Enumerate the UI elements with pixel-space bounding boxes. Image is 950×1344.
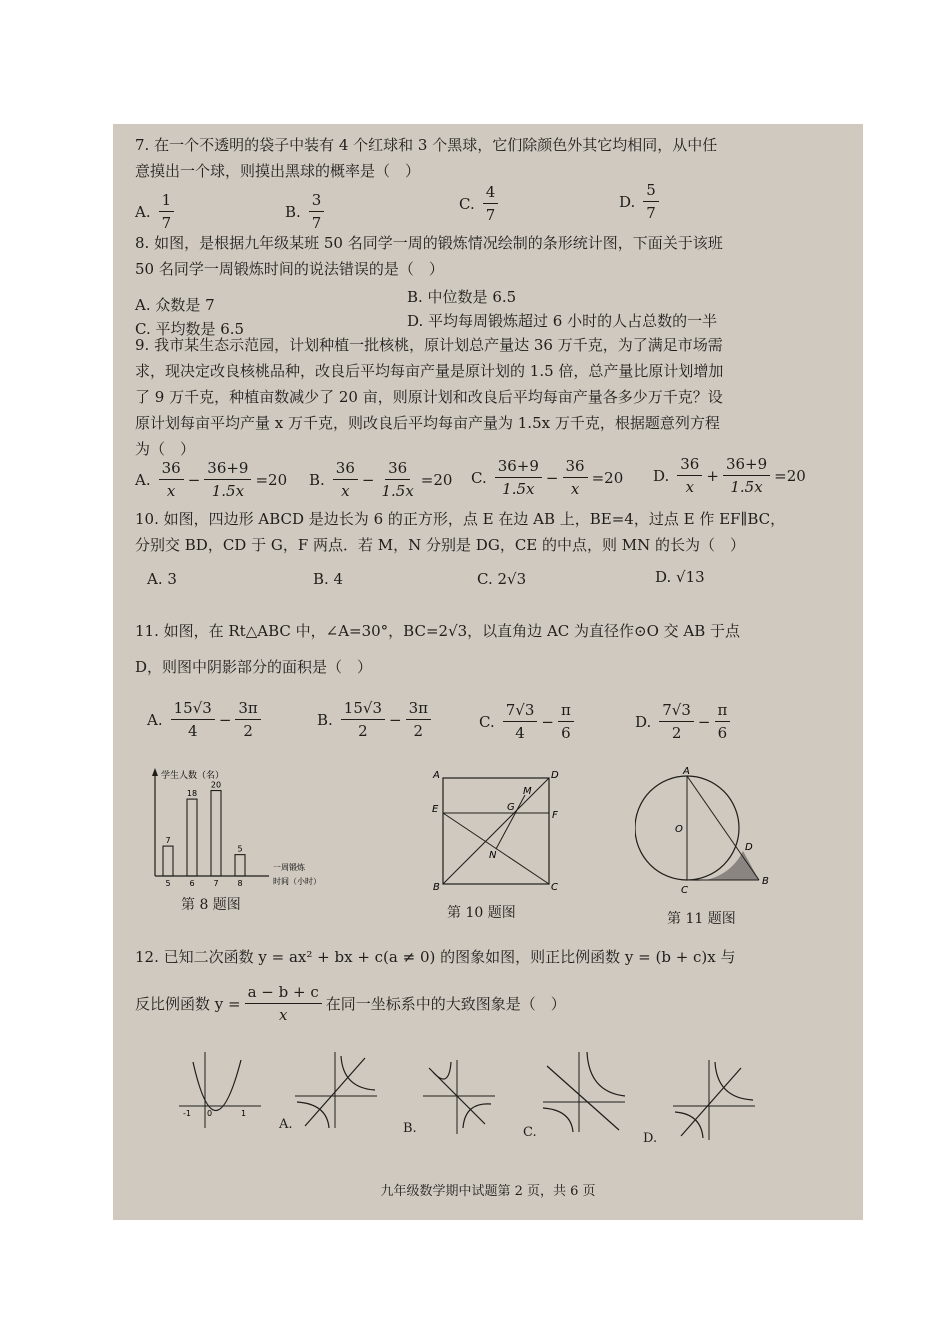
q12-line1: 12. 已知二次函数 y = ax² + bx + c(a ≠ 0) 的图象如图，则正比例函数 y = (b + c)x 与 (135, 948, 736, 966)
exam-sheet (113, 124, 863, 1220)
fig10-label-g: G (507, 802, 515, 813)
q12-option-c-label: C. (523, 1125, 537, 1140)
q10-option-d: D. √13 (655, 568, 705, 586)
fig8-bar-chart (139, 766, 339, 890)
fig10-label-b: B (433, 882, 440, 892)
fig10-caption: 第 10 题图 (447, 905, 516, 921)
q10-option-a: A. 3 (147, 570, 177, 588)
q8-option-b: B. 中位数是 6.5 (407, 288, 517, 306)
fig10-label-f: F (552, 810, 558, 821)
fig8-xlabel-2: 时间（小时） (273, 877, 321, 886)
fig8-y-arrow (152, 768, 158, 776)
fig10-label-e: E (432, 804, 439, 815)
fig10-label-n: N (489, 850, 497, 861)
q12-option-d-label: D. (643, 1131, 658, 1146)
q7-option-d: D. $\frac{5}{7}$ (619, 180, 659, 223)
q11-option-b: B. $\frac{15√3}{2}$ − $\frac{3\pi}{2}$ (317, 698, 431, 741)
fig8-bar-value-5: 7 (165, 836, 171, 846)
svg-text:1: 1 (241, 1109, 247, 1118)
fig10-label-a: A (433, 770, 440, 781)
q9-line4: 原计划每亩平均产量 x 万千克，则改良后平均每亩产量为 1.5x 万千克，根据题意列方程 (135, 414, 720, 432)
q9-line5: 为（ ） (135, 440, 196, 458)
fig8-bar-8 (235, 855, 245, 876)
q8-line1: 8. 如图，是根据九年级某班 50 名同学一周的锻炼情况绘制的条形统计图，下面关于该班 (135, 234, 723, 252)
q12-option-c-graph (539, 1050, 629, 1134)
fig11-label-d: D (745, 842, 753, 853)
q11-line2: D，则图中阴影部分的面积是（ ） (135, 658, 373, 676)
fig11-label-c: C (681, 885, 688, 896)
fig11-label-a: A (683, 766, 690, 777)
q7-option-a: A. $\frac{1}{7}$ (135, 190, 174, 233)
fig10-square-diagram (431, 770, 561, 892)
q10-option-b: B. 4 (313, 570, 344, 588)
fig8-category-5: 5 (165, 879, 171, 888)
fig8-bar-value-8: 5 (237, 844, 243, 854)
q9-option-d: D. $\frac{36}{x}$ + $\frac{36+9}{1.5x}$ =20 (653, 455, 806, 496)
fig10-label-c: C (551, 882, 558, 892)
q7-option-b: B. $\frac{3}{7}$ (285, 190, 324, 233)
q8-line2: 50 名同学一周锻炼时间的说法错误的是（ ） (135, 260, 444, 278)
fig11-circle-diagram (635, 766, 775, 896)
page-footer: 九年级数学期中试题第 2 页，共 6 页 (380, 1184, 596, 1199)
fig8-category-6: 6 (189, 879, 195, 888)
q9-option-b: B. $\frac{36}{x}$ − $\frac{36}{1.5x}$ =20 (309, 459, 453, 500)
q12-option-b-label: B. (403, 1121, 417, 1136)
fig10-diagonal-bd (443, 778, 549, 884)
q10-option-c: C. 2√3 (477, 570, 527, 588)
fig8-bar-6 (187, 799, 197, 876)
q8-option-c: C. 平均数是 6.5 (135, 320, 245, 338)
q12-option-a-label: A. (279, 1117, 293, 1132)
fig8-bars (163, 781, 245, 888)
fig8-bar-5 (163, 846, 173, 876)
q11-line1: 11. 如图，在 Rt△ABC 中，∠A=30°，BC=2√3，以直角边 AC 为直径作⊙O 交 AB 于点 (135, 622, 741, 640)
fig8-caption: 第 8 题图 (181, 897, 241, 913)
q10-line1: 10. 如图，四边形 ABCD 是边长为 6 的正方形，点 E 在边 AB 上，BE=4，过点 E 作 EF∥BC， (135, 510, 786, 528)
q12-option-b-graph (419, 1058, 499, 1138)
fig8-bar-7 (211, 791, 221, 876)
q8-option-a: A. 众数是 7 (135, 296, 215, 314)
q9-option-a: A. $\frac{36}{x}$ − $\frac{36+9}{1.5x}$ =20 (135, 459, 288, 500)
fig11-hypotenuse-ab (687, 776, 759, 880)
q10-line2: 分别交 BD，CD 于 G，F 两点．若 M，N 分别是 DG，CE 的中点，则 MN 的长为（ ） (135, 536, 746, 554)
q12-option-a-graph (291, 1050, 381, 1130)
fig8-ylabel: 学生人数（名） (161, 771, 225, 781)
fig8-bar-value-7: 20 (210, 780, 222, 790)
fig11-label-b: B (762, 876, 769, 887)
q7-line2: 意摸出一个球，则摸出黑球的概率是（ ） (135, 162, 421, 180)
q12-parabola-curve (193, 1060, 241, 1111)
q11-option-d: D. $\frac{7√3}{2}$ − $\frac{\pi}{6}$ (635, 700, 730, 743)
q9-line3: 了 9 万千克，种植亩数减少了 20 亩，则原计划和改良后平均每亩产量各多少万千克？设 (135, 388, 723, 406)
fig8-bar-value-6: 18 (186, 789, 198, 799)
q9-line2: 求，现决定改良核桃品种，改良后平均每亩产量是原计划的 1.5 倍，总产量比原计划增加 (135, 362, 724, 380)
q12-option-d-graph (669, 1058, 759, 1142)
svg-text:0: 0 (207, 1109, 213, 1118)
q7-option-c: C. $\frac{4}{7}$ (459, 182, 498, 225)
q12-line2: 反比例函数 y = $\frac{a - b + c}{x}$ 在同一坐标系中的大致图象是（ ） (135, 983, 566, 1024)
fig10-label-d: D (551, 770, 559, 781)
fig8-xlabel-1: 一周锻炼 (273, 863, 305, 872)
fig8-category-7: 7 (213, 879, 219, 888)
q11-option-a: A. $\frac{15√3}{4}$ − $\frac{3\pi}{2}$ (147, 698, 261, 741)
q9-line1: 9. 我市某生态示范园，计划种植一批核桃，原计划总产量达 36 万千克，为了满足市场需 (135, 336, 723, 354)
fig8-category-8: 8 (237, 879, 243, 888)
q12-parabola-graph (175, 1050, 265, 1130)
fig10-label-m: M (523, 786, 532, 797)
fig11-label-o: O (675, 824, 683, 835)
svg-text:-1: -1 (183, 1109, 191, 1118)
fig11-caption: 第 11 题图 (667, 911, 736, 927)
q9-option-c: C. $\frac{36+9}{1.5x}$ − $\frac{36}{x}$ =20 (471, 457, 624, 498)
q7-line1: 7. 在一个不透明的袋子中装有 4 个红球和 3 个黑球，它们除颜色外其它均相同，从中任 (135, 136, 718, 154)
q11-option-c: C. $\frac{7√3}{4}$ − $\frac{\pi}{6}$ (479, 700, 574, 743)
q8-option-d: D. 平均每周锻炼超过 6 小时的人占总数的一半 (407, 312, 718, 330)
